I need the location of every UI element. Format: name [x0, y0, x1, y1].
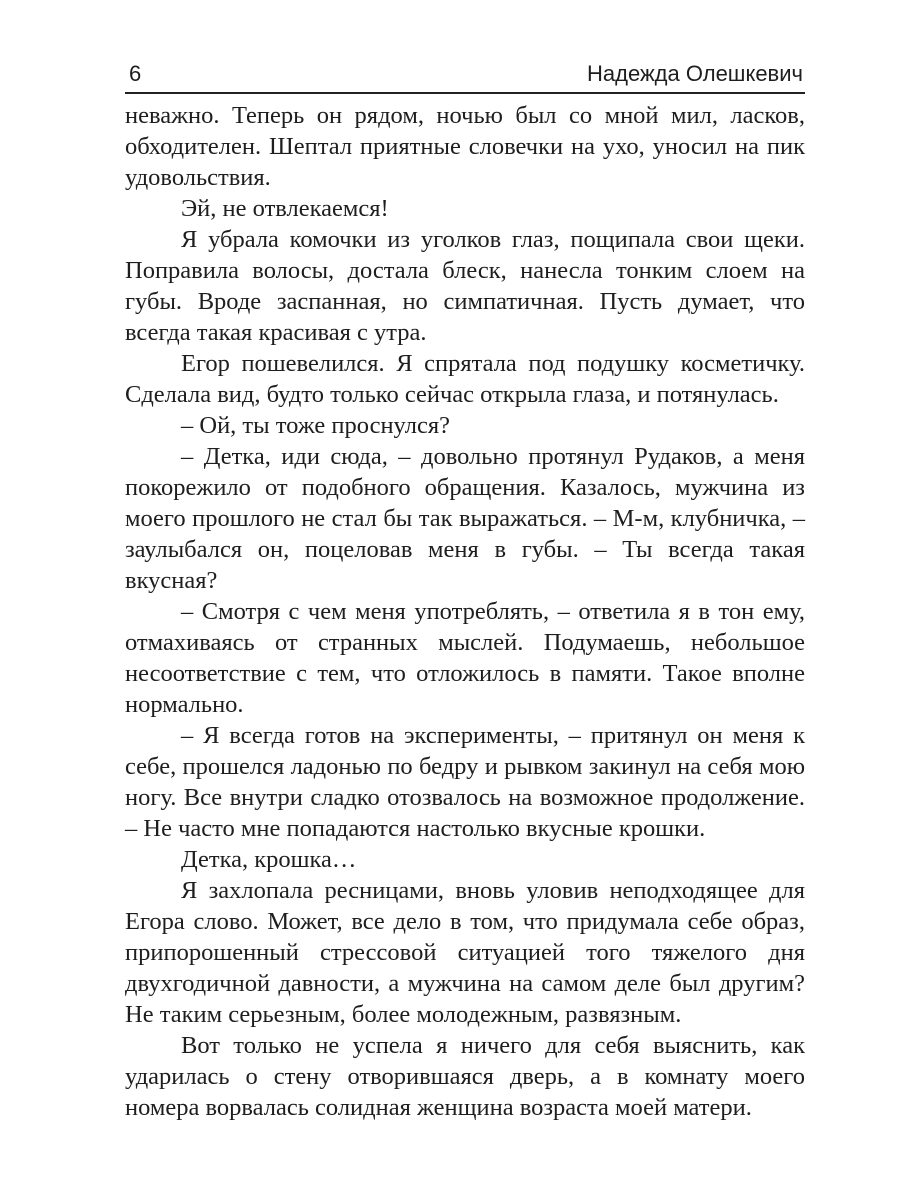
- paragraph: Я убрала комочки из уголков глаз, пощипала свои щеки. Поправила волосы, достала блеск, нанесла тонким слоем на губы. Вроде заспанная, но симпатичная. Пусть думает, что всегда такая красивая с утра.: [125, 226, 805, 346]
- text-body: [125, 100, 805, 1123]
- paragraph: неважно. Теперь он рядом, ночью был со мной мил, ласков, обходителен. Шептал приятные словечки на ухо, уносил на пик удовольствия.: [125, 102, 805, 191]
- paragraph: – Я всегда готов на эксперименты, – притянул он меня к себе, прошелся ладонью по бедру и рывком закинул на себя мою ногу. Все внутри сладко отозвалось на возможное продолжение. – Не часто мне попадаются настолько вкусные крошки.: [125, 722, 805, 842]
- paragraph: Вот только не успела я ничего для себя выяснить, как ударилась о стену отворившаяся дверь, а в комнату моего номера ворвалась солидная женщина возраста моей матери.: [125, 1032, 805, 1121]
- paragraph: Эй, не отвлекаемся!: [181, 195, 389, 222]
- running-title: Надежда Олешкевич: [587, 61, 803, 86]
- page-header: [125, 56, 805, 94]
- paragraph: – Детка, иди сюда, – довольно протянул Рудаков, а меня покорежило от подобного обращения. Казалось, мужчина из моего прошлого не стал бы так выражаться. – М-м, клубничка, – заулыбался он, поцеловав меня в губы. – Ты всегда такая вкусная?: [125, 443, 805, 594]
- paragraph: Я захлопала ресницами, вновь уловив неподходящее для Егора слово. Может, все дело в том, что придумала себе образ, припорошенный стрессовой ситуацией того тяжелого дня двухгодичной давности, а мужчина на самом деле был другим? Не таким серьезным, более молодежным, развязным.: [125, 877, 805, 1028]
- paragraph: Детка, крошка…: [181, 846, 357, 873]
- paragraph: – Смотря с чем меня употреблять, – ответила я в тон ему, отмахиваясь от странных мыслей. Подумаешь, небольшое несоответствие с тем, что отложилось в памяти. Такое вполне нормально.: [125, 598, 805, 718]
- page-number: 6: [129, 61, 142, 86]
- paragraph: Егор пошевелился. Я спрятала под подушку косметичку. Сделала вид, будто только сейчас открыла глаза, и потянулась.: [125, 350, 805, 408]
- paragraph: – Ой, ты тоже проснулся?: [181, 412, 450, 439]
